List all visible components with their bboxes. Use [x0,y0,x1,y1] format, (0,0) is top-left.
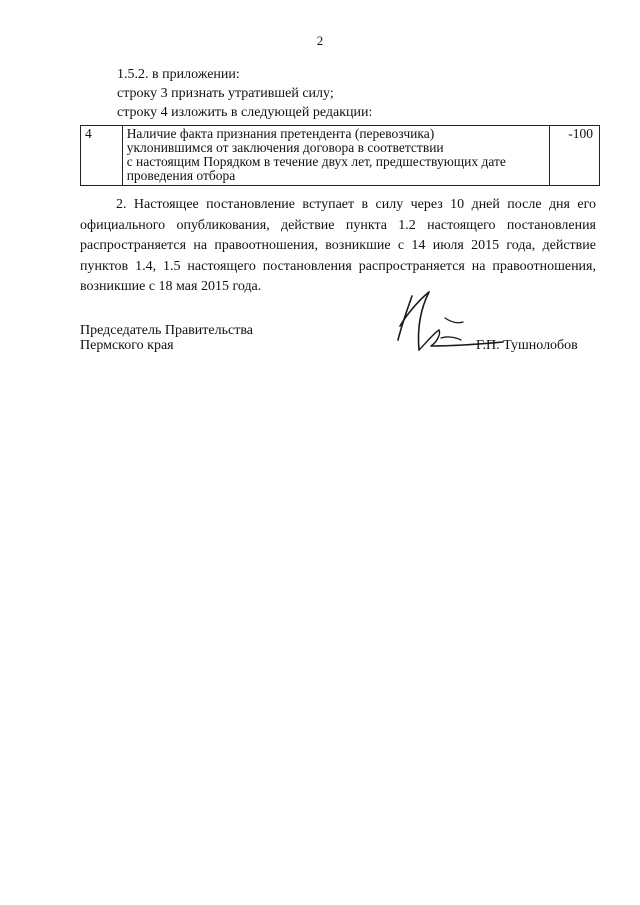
criterion-line: Наличие факта признания претендента (перевозчика) [126,126,435,141]
page-number: 2 [316,33,324,48]
amendment-item-heading: 1.5.2. в приложении: [117,67,240,82]
table-row [81,126,600,186]
criterion-line: уклонившимся от заключения договора в соответствии [126,140,444,155]
amendment-table [80,125,600,186]
amendment-line-repeal: строку 3 признать утратившей силу; [117,86,334,101]
row-criterion-cell [122,126,549,186]
row-score-cell: -100 [549,126,599,186]
signatory-title-line: Пермского края [80,338,174,353]
criterion-line: проведения отбора [126,168,236,183]
amendment-line-new-wording: строку 4 изложить в следующей редакции: [117,105,373,120]
signatory-title-line: Председатель Правительства [80,323,253,338]
criterion-line: с настоящим Порядком в течение двух лет, предшествующих дате [126,154,506,169]
signatory-name: Г.П. Тушнолобов [476,338,578,353]
row-number-cell: 4 [81,126,123,186]
effective-date-paragraph: 2. Настоящее постановление вступает в силу через 10 дней после дня его официального опубликования, действие пункта 1.2 настоящего постановления распространяется на правоотношения, возникшие с 14 июля 2015 года, действие пунктов 1.4, 1.5 настоящего постановления распространяется на правоотношения, возникшие с 18 мая 2015 года. [80,197,596,294]
signatory-title [80,323,253,353]
